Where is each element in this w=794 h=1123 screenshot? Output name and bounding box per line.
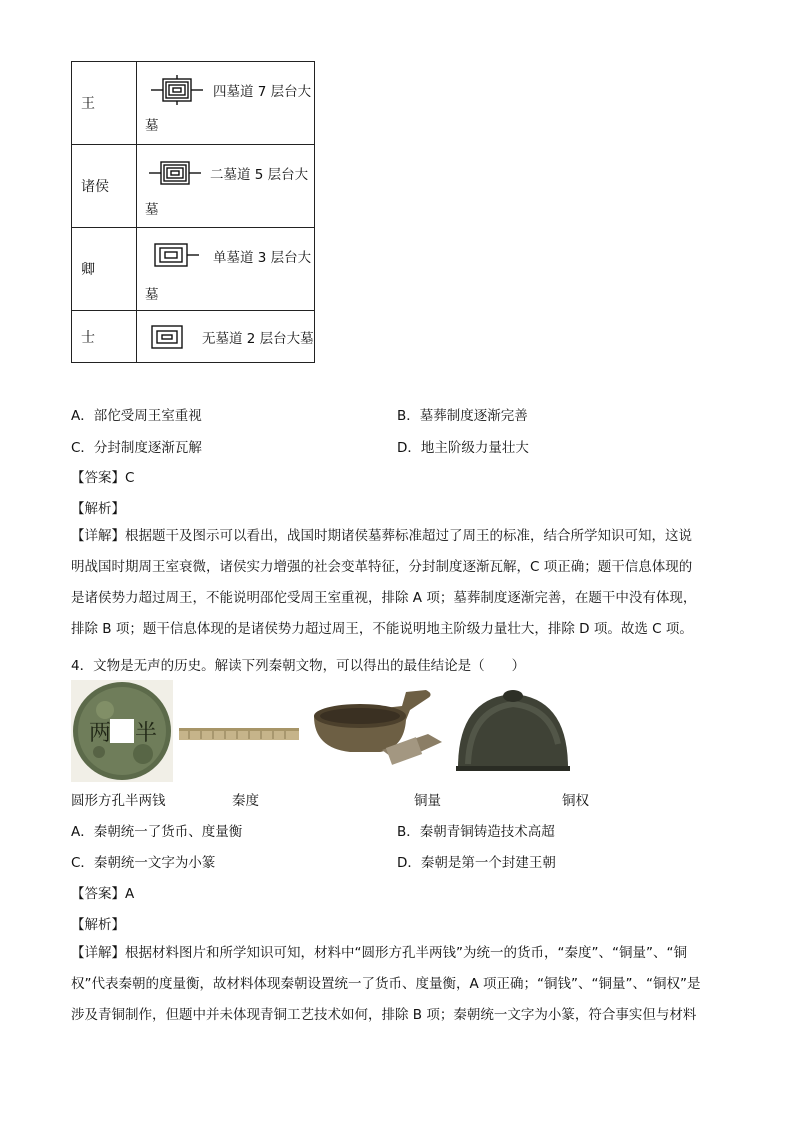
desc-text-cont: 墓 [145,118,159,134]
desc-text-cont: 墓 [145,287,159,303]
q3-analysis-label: 【解析】 [71,501,125,517]
table-row [72,228,315,311]
q3-option-c: C．分封制度逐渐瓦解 [71,440,202,456]
tomb-two-ramp-icon [149,158,201,188]
bronze-measure-image [310,686,445,778]
tomb-no-ramp-icon [150,324,184,350]
detail-line: 【详解】根据材料图片和所学知识可知，材料中“圆形方孔半两钱”为统一的货币，“秦度”、“铜量”、“铜 [71,945,687,961]
rank-cell: 卿 [72,228,137,311]
desc-cell [137,62,315,145]
q3-option-b: B．墓葬制度逐渐完善 [397,408,528,424]
desc-text-cont: 墓 [145,202,159,218]
coin-char-right: 半 [135,721,158,746]
qin-ruler-image [179,726,299,746]
caption-coin: 圆形方孔半两钱 [71,793,166,809]
desc-text: 二墓道 5 层台大 [210,167,309,183]
table-row [72,311,315,363]
table-row [72,145,315,228]
caption-measure: 铜量 [414,793,441,809]
tomb-four-ramp-icon [151,75,203,105]
detail-line: 【详解】根据题干及图示可以看出，战国时期诸侯墓葬标准超过了周王的标准，结合所学知识可知，这说 [71,528,692,544]
detail-line: 明战国时期周王室衰微，诸侯实力增强的社会变革特征，分封制度逐渐瓦解，C 项正确；题干信息体现的 [71,559,693,575]
q4-stem: 4．文物是无声的历史。解读下列秦朝文物，可以得出的最佳结论是（ ） [71,658,526,674]
tomb-one-ramp-icon [153,240,199,270]
banliang-coin-image [71,680,173,786]
detail-line: 排除 B 项；题干信息体现的是诸侯势力超过周王，不能说明地主阶级力量壮大，排除 D 项。故选 C 项。 [71,621,693,637]
q4-option-d: D．秦朝是第一个封建王朝 [397,855,556,871]
q3-detail [71,521,726,645]
tomb-rank-table [71,61,315,363]
q3-option-d: D．地主阶级力量壮大 [397,440,529,456]
q3-option-a: A．部佗受周王室重视 [71,408,202,424]
bronze-weight-image [454,684,572,776]
q4-option-b: B．秦朝青铜铸造技术高超 [397,824,555,840]
desc-text: 无墓道 2 层台大墓 [202,331,314,347]
rank-cell: 诸侯 [72,145,137,228]
q4-detail [71,938,726,1031]
coin-icon [71,680,173,782]
desc-cell [137,145,315,228]
caption-ruler: 秦度 [232,793,259,809]
q4-option-a: A．秦朝统一了货币、度量衡 [71,824,243,840]
detail-line: 权”代表秦朝的度量衡，故材料体现秦朝设置统一了货币、度量衡，A 项正确；“铜钱”、“铜量”、“铜权”是 [71,976,701,992]
rank-cell: 士 [72,311,137,363]
detail-line: 是诸侯势力超过周王，不能说明邵佗受周王室重视，排除 A 项；墓葬制度逐渐完善，在题干中没有体现， [71,590,697,606]
q4-answer: 【答案】A [71,886,135,902]
rank-cell: 王 [72,62,137,145]
caption-weight: 铜权 [562,793,589,809]
desc-text: 单墓道 3 层台大 [213,250,312,266]
q4-analysis-label: 【解析】 [71,917,125,933]
desc-cell [137,311,315,363]
desc-text: 四墓道 7 层台大 [213,84,312,100]
q3-answer: 【答案】C [71,470,135,486]
table-row [72,62,315,145]
coin-char-left: 两 [89,721,112,746]
detail-line: 涉及青铜制作，但题中并未体现青铜工艺技术如何，排除 B 项；秦朝统一文字为小篆，符合事实但与材料 [71,1007,697,1023]
desc-cell [137,228,315,311]
q4-option-c: C．秦朝统一文字为小篆 [71,855,216,871]
